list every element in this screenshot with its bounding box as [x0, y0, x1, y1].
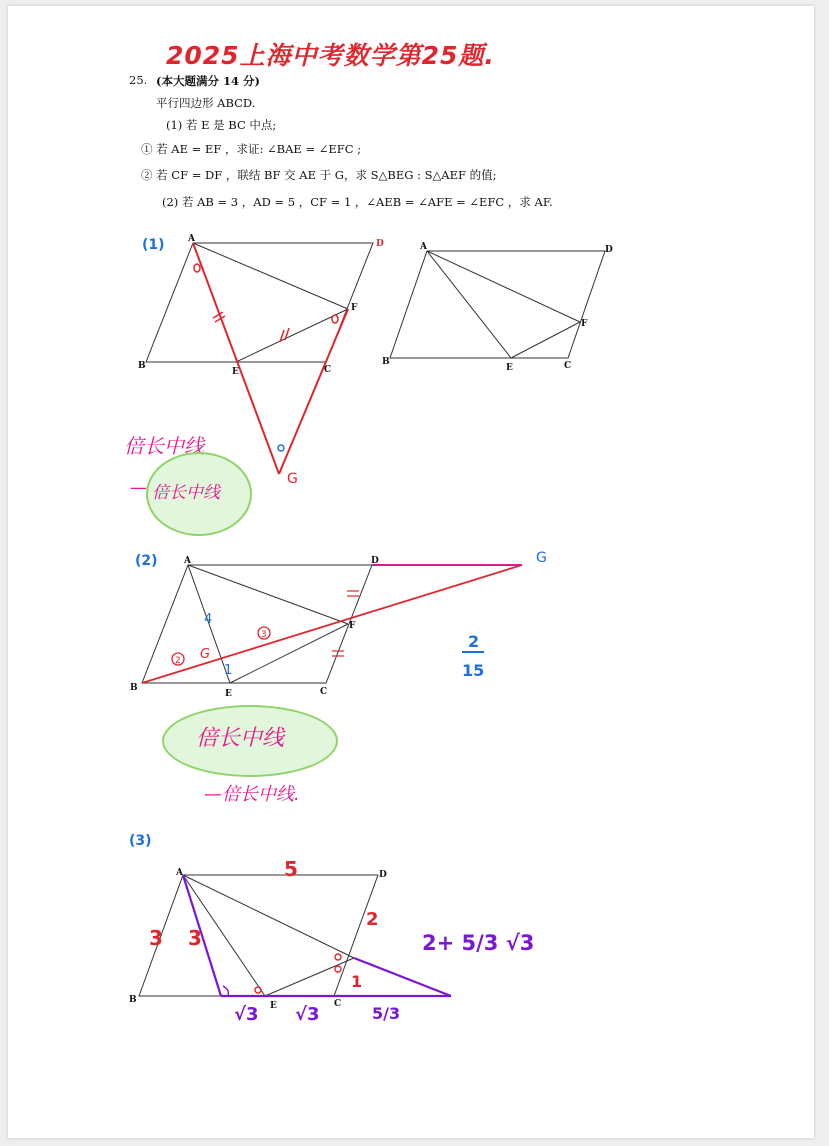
fig3-seg3: 5/3: [372, 1004, 401, 1023]
fig2-label-C: C: [320, 687, 328, 697]
document-page: [8, 6, 814, 1138]
fig2-note1: 倍长中线: [196, 726, 285, 751]
question-number: 25.: [129, 73, 148, 87]
fig1-note2-prefix: —: [130, 478, 147, 498]
fig3-label-B: B: [129, 995, 137, 1005]
fig1-label-A: A: [188, 234, 195, 244]
fig1b-label-F: F: [581, 319, 588, 329]
svg-text:2: 2: [175, 656, 181, 666]
fig3-tag: (3): [129, 833, 152, 849]
fig3-side-fd: 2: [366, 909, 379, 930]
part1-item1: ① 若 AE = EF ，求证: ∠BAE = ∠EFC ;: [141, 142, 362, 156]
fig2-note2: —倍长中线.: [204, 784, 300, 805]
fig1-label-C: C: [324, 365, 332, 375]
fig1b-label-C: C: [564, 361, 572, 371]
fig2-label-D: D: [371, 556, 379, 566]
fig2-answer-den: 15: [462, 661, 485, 680]
fig3-mark-1: 1: [351, 972, 363, 991]
fig2-label-A: A: [184, 556, 191, 566]
fig1-label-F: F: [351, 303, 358, 313]
fig2-label-B: B: [130, 683, 138, 693]
fig1-label-B: B: [138, 361, 146, 371]
svg-text:3: 3: [261, 630, 267, 640]
fig3-label-D: D: [379, 870, 387, 880]
fig3-result: 2+ 5/3 √3: [422, 931, 535, 955]
part1-condition: (1) 若 E 是 BC 中点;: [166, 118, 277, 132]
fig2-label-G: G: [536, 550, 547, 566]
fig1-tag: (1): [142, 237, 165, 253]
fig1-note2: 倍长中线: [152, 483, 220, 503]
fig1b-label-A: A: [420, 242, 427, 252]
fig2-mark-1: 1: [224, 663, 233, 678]
fig1b-label-D: D: [605, 245, 613, 255]
question-intro: 平行四边形 ABCD.: [156, 96, 256, 110]
fig3-side-ad: 5: [284, 857, 298, 881]
fig1b-label-E: E: [506, 363, 513, 373]
fig1-note1: 倍长中线: [124, 434, 204, 458]
fig3-seg1: √3: [234, 1004, 259, 1025]
fig3-label-A: A: [176, 868, 183, 878]
fig1b-label-B: B: [382, 357, 390, 367]
fig3-seg2: √3: [295, 1004, 320, 1025]
figure1-diagram: [8, 6, 814, 1138]
handwritten-title: 2025上海中考数学第25题.: [166, 41, 495, 70]
question-header: (本大题满分 14 分): [156, 74, 260, 88]
part1-item2: ② 若 CF = DF ，联结 BF 交 AE 于 G，求 S△BEG : S△AEF 的值;: [141, 168, 497, 182]
fig2-label-E: E: [225, 689, 232, 699]
fig2-label-F: F: [349, 621, 356, 631]
fig1-label-D: D: [376, 239, 384, 249]
fig1-label-E: E: [232, 367, 239, 377]
fig2-answer-num: 2: [468, 632, 480, 651]
fig2-mark-G: G: [200, 647, 211, 662]
fig3-side-ab2: 3: [188, 926, 202, 950]
fig2-tag: (2): [135, 553, 158, 569]
fig3-label-E: E: [270, 1001, 277, 1011]
part2-text: (2) 若 AB = 3 ，AD = 5 ，CF = 1 ，∠AEB = ∠AFE = ∠EFC ，求 AF.: [162, 195, 553, 209]
fig2-mark-4: 4: [204, 612, 213, 627]
fig3-label-C: C: [334, 999, 342, 1009]
fig3-side-ab: 3: [149, 926, 163, 950]
fig1-label-G: G: [287, 471, 298, 487]
